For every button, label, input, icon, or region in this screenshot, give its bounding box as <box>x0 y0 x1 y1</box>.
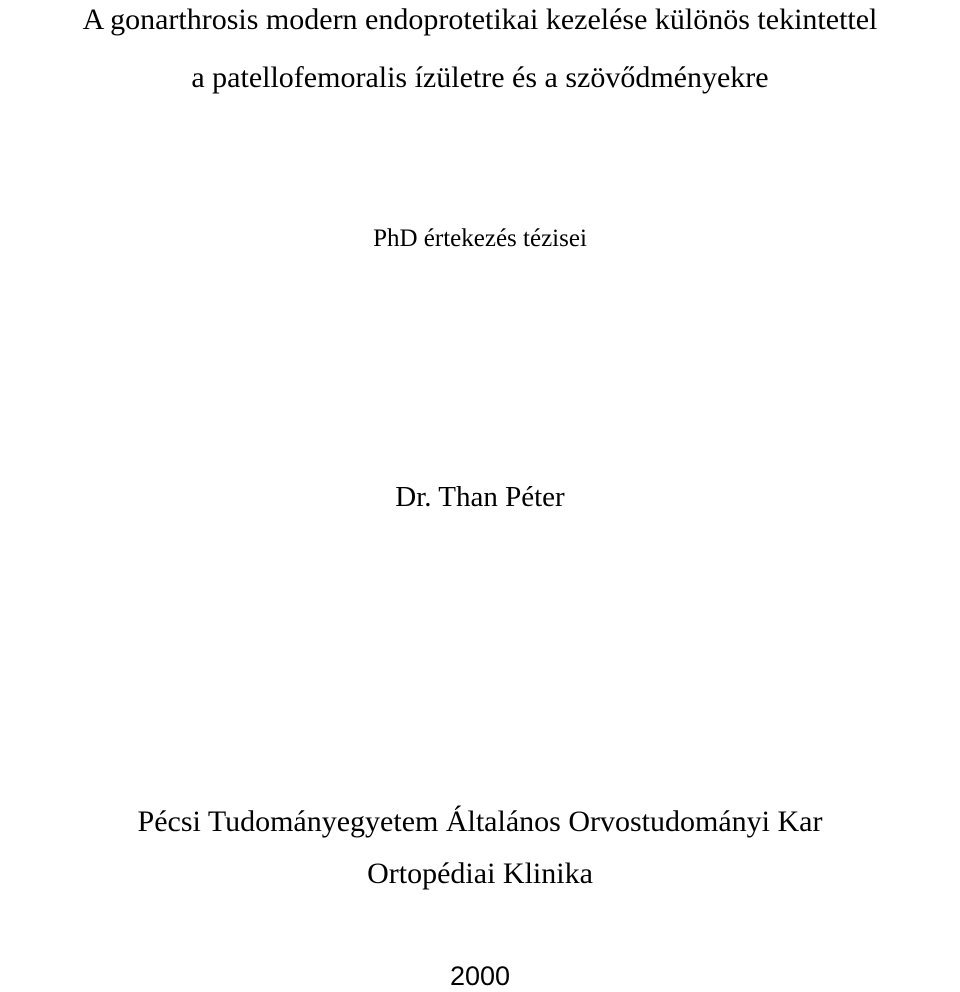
author: Dr. Than Péter <box>395 481 565 513</box>
institution-line-1: Pécsi Tudományegyetem Általános Orvostudományi Kar <box>137 805 823 838</box>
institution-line-2: Ortopédiai Klinika <box>367 857 593 890</box>
title-line-1: A gonarthrosis modern endoprotetikai kezelése különös tekintettel <box>82 3 878 36</box>
title-line-2: a patellofemoralis ízületre és a szövődményekre <box>191 61 769 94</box>
subtitle: PhD értekezés tézisei <box>373 225 587 252</box>
year: 2000 <box>449 961 511 991</box>
